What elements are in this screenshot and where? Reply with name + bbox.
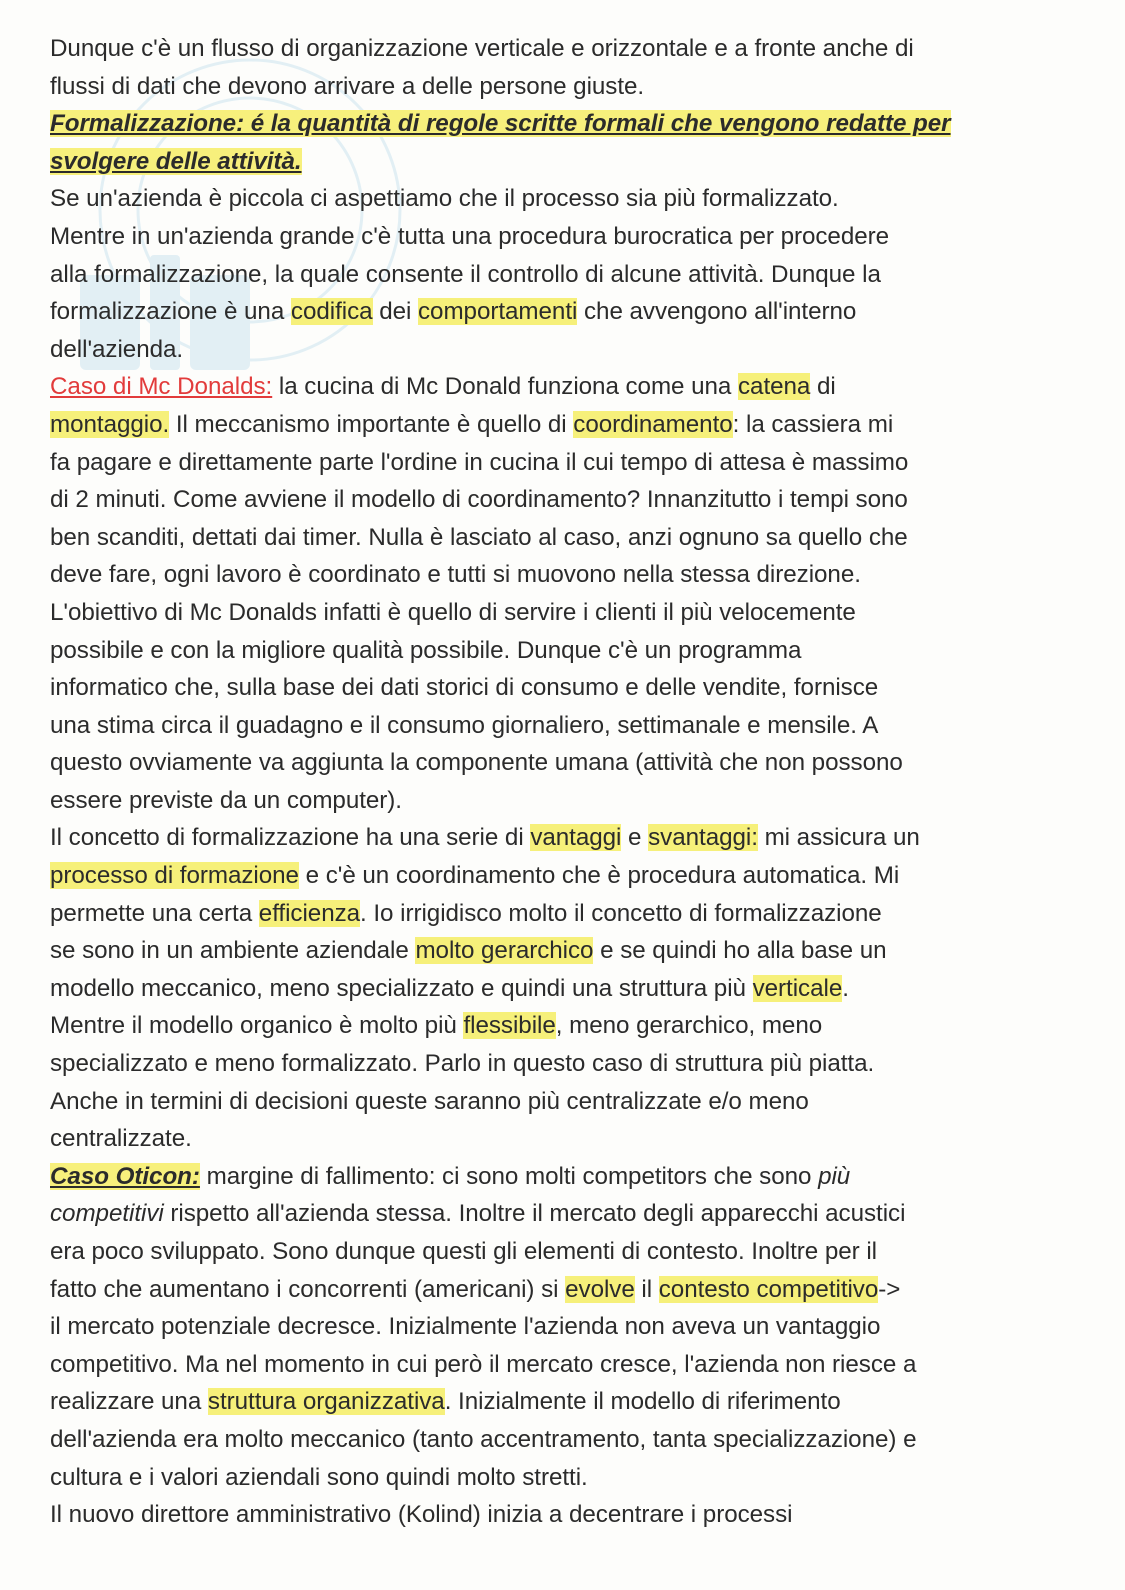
highlighted-text: vantaggi	[530, 824, 622, 852]
highlighted-text: comportamenti	[418, 298, 578, 326]
highlighted-text: processo di formazione	[50, 862, 299, 890]
highlighted-text: svantaggi:	[648, 824, 758, 852]
text-line	[50, 1308, 1085, 1346]
text-run: dell'azienda era molto meccanico (tanto accentramento, tanta specializzazione) e	[50, 1425, 917, 1453]
text-line	[50, 30, 1085, 68]
text-run: di 2 minuti. Come avviene il modello di coordinamento? Innanzitutto i tempi sono	[50, 486, 908, 514]
text-run: Anche in termini di decisioni queste saranno più centralizzate e/o meno	[50, 1087, 809, 1115]
text-line	[50, 68, 1085, 106]
text-line	[50, 1271, 1085, 1309]
text-line	[50, 970, 1085, 1008]
text-run: informatico che, sulla base dei dati storici di consumo e delle vendite, fornisce	[50, 674, 879, 702]
text-line	[50, 819, 1085, 857]
text-run: e	[621, 824, 649, 852]
text-run: dei	[372, 298, 418, 326]
text-run: formalizzazione è una	[50, 298, 291, 326]
text-line	[50, 1158, 1085, 1196]
text-run: fa pagare e direttamente parte l'ordine in cucina il cui tempo di attesa è massimo	[50, 448, 909, 476]
text-line	[50, 1233, 1085, 1271]
text-run: ben scanditi, dettati dai timer. Nulla è lasciato al caso, anzi ognuno sa quello che	[50, 523, 908, 551]
text-run: essere previste da un computer).	[50, 786, 402, 814]
text-line	[50, 1083, 1085, 1121]
highlighted-text: struttura organizzativa	[207, 1388, 445, 1416]
text-line	[50, 1120, 1085, 1158]
text-run: . Io irrigidisco molto il concetto di formalizzazione	[360, 899, 882, 927]
highlighted-text: montaggio.	[50, 410, 170, 438]
text-line	[50, 895, 1085, 933]
text-run: di	[810, 373, 836, 401]
text-line	[50, 857, 1085, 895]
text-line	[50, 1346, 1085, 1384]
italic-text: competitivi	[50, 1200, 164, 1228]
text-run: modello meccanico, meno specializzato e quindi una struttura più	[50, 974, 753, 1002]
italic-text: più	[818, 1162, 851, 1190]
text-run: centralizzate.	[50, 1125, 192, 1153]
text-run: se sono in un ambiente aziendale	[50, 937, 416, 965]
text-run: il	[634, 1275, 659, 1303]
text-run: rispetto all'azienda stessa. Inoltre il mercato degli apparecchi acustici	[163, 1200, 906, 1228]
text-line	[50, 556, 1085, 594]
document-page	[50, 30, 1085, 1534]
highlighted-text: efficienza	[258, 899, 361, 927]
highlighted-text: flessibile	[463, 1012, 556, 1040]
text-run: il mercato potenziale decresce. Inizialmente l'azienda non aveva un vantaggio	[50, 1313, 881, 1341]
text-run: competitivo. Ma nel momento in cui però il mercato cresce, l'azienda non riesce a	[50, 1350, 917, 1378]
text-line	[50, 180, 1085, 218]
text-run: possibile e con la migliore qualità possibile. Dunque c'è un programma	[50, 636, 802, 664]
text-run: realizzare una	[50, 1388, 208, 1416]
text-line	[50, 105, 1085, 143]
text-run: L'obiettivo di Mc Donalds infatti è quello di servire i clienti il più velocemente	[50, 598, 856, 626]
text-run: e c'è un coordinamento che è procedura automatica. Mi	[298, 862, 900, 890]
text-line	[50, 669, 1085, 707]
text-run: Se un'azienda è piccola ci aspettiamo che il processo sia più formalizzato.	[50, 185, 839, 213]
text-run: .	[842, 974, 849, 1002]
text-run: questo ovviamente va aggiunta la componente umana (attività che non possono	[50, 749, 903, 777]
text-run: cultura e i valori aziendali sono quindi molto stretti.	[50, 1463, 588, 1491]
text-run: fatto che aumentano i concorrenti (americani) si	[50, 1275, 566, 1303]
text-line	[50, 1459, 1085, 1497]
text-line	[50, 1007, 1085, 1045]
text-line	[50, 1195, 1085, 1233]
highlighted-text: verticale	[752, 974, 843, 1002]
highlighted-text: codifica	[290, 298, 373, 326]
text-run: permette una certa	[50, 899, 259, 927]
text-run: flussi di dati che devono arrivare a delle persone giuste.	[50, 72, 645, 100]
text-line	[50, 481, 1085, 519]
text-run: era poco sviluppato. Sono dunque questi gli elementi di contesto. Inoltre per il	[50, 1238, 877, 1265]
text-line	[50, 632, 1085, 670]
case-heading: Caso Oticon:	[50, 1162, 200, 1190]
text-run: , meno gerarchico, meno	[555, 1012, 823, 1040]
text-line	[50, 256, 1085, 294]
highlighted-text: molto gerarchico	[415, 937, 594, 965]
text-run: la cucina di Mc Donald funziona come una	[272, 373, 739, 401]
text-line	[50, 1045, 1085, 1083]
text-run: Il nuovo direttore amministrativo (Kolind) inizia a decentrare i processi	[50, 1501, 793, 1529]
text-run: Dunque c'è un flusso di organizzazione verticale e orizzontale e a fronte anche di	[50, 35, 914, 62]
definition-text: Formalizzazione: é la quantità di regole scritte formali che vengono redatte per	[50, 110, 951, 138]
text-line	[50, 143, 1085, 181]
text-line	[50, 331, 1085, 369]
text-run: Mentre il modello organico è molto più	[50, 1012, 464, 1040]
text-run: ->	[878, 1275, 901, 1303]
case-heading: Caso di Mc Donalds:	[50, 373, 273, 401]
text-line	[50, 218, 1085, 256]
highlighted-text: contesto competitivo	[658, 1275, 879, 1303]
text-run: che avvengono all'interno	[577, 298, 857, 326]
text-line	[50, 1383, 1085, 1421]
definition-text: svolgere delle attività.	[50, 147, 302, 175]
text-line	[50, 744, 1085, 782]
text-run: specializzato e meno formalizzato. Parlo in questo caso di struttura più piatta.	[50, 1050, 875, 1078]
text-run: deve fare, ogni lavoro è coordinato e tutti si muovono nella stessa direzione.	[50, 561, 861, 589]
text-run: : la cassiera mi	[732, 410, 894, 438]
text-run: mi assicura un	[757, 824, 920, 852]
text-line	[50, 594, 1085, 632]
text-line	[50, 1496, 1085, 1534]
highlighted-text: evolve	[565, 1275, 635, 1303]
text-line	[50, 1421, 1085, 1459]
text-run: e se quindi ho alla base un	[593, 937, 887, 965]
text-line	[50, 406, 1085, 444]
text-line	[50, 519, 1085, 557]
text-line	[50, 444, 1085, 482]
text-run: alla formalizzazione, la quale consente il controllo di alcune attività. Dunque la	[50, 260, 881, 288]
text-run: Il concetto di formalizzazione ha una serie di	[50, 824, 531, 852]
text-run: dell'azienda.	[50, 335, 184, 363]
text-line	[50, 293, 1085, 331]
text-run: margine di fallimento: ci sono molti competitors che sono	[199, 1162, 819, 1190]
text-run: una stima circa il guadagno e il consumo giornaliero, settimanale e mensile. A	[50, 711, 879, 739]
text-run: Il meccanismo importante è quello di	[169, 410, 574, 438]
text-line	[50, 707, 1085, 745]
text-run: Mentre in un'azienda grande c'è tutta una procedura burocratica per procedere	[50, 222, 890, 250]
text-line	[50, 782, 1085, 820]
text-line	[50, 368, 1085, 406]
highlighted-text: catena	[738, 373, 811, 401]
text-line	[50, 932, 1085, 970]
highlighted-text: coordinamento	[573, 410, 733, 438]
text-run: . Inizialmente il modello di riferimento	[444, 1388, 841, 1416]
